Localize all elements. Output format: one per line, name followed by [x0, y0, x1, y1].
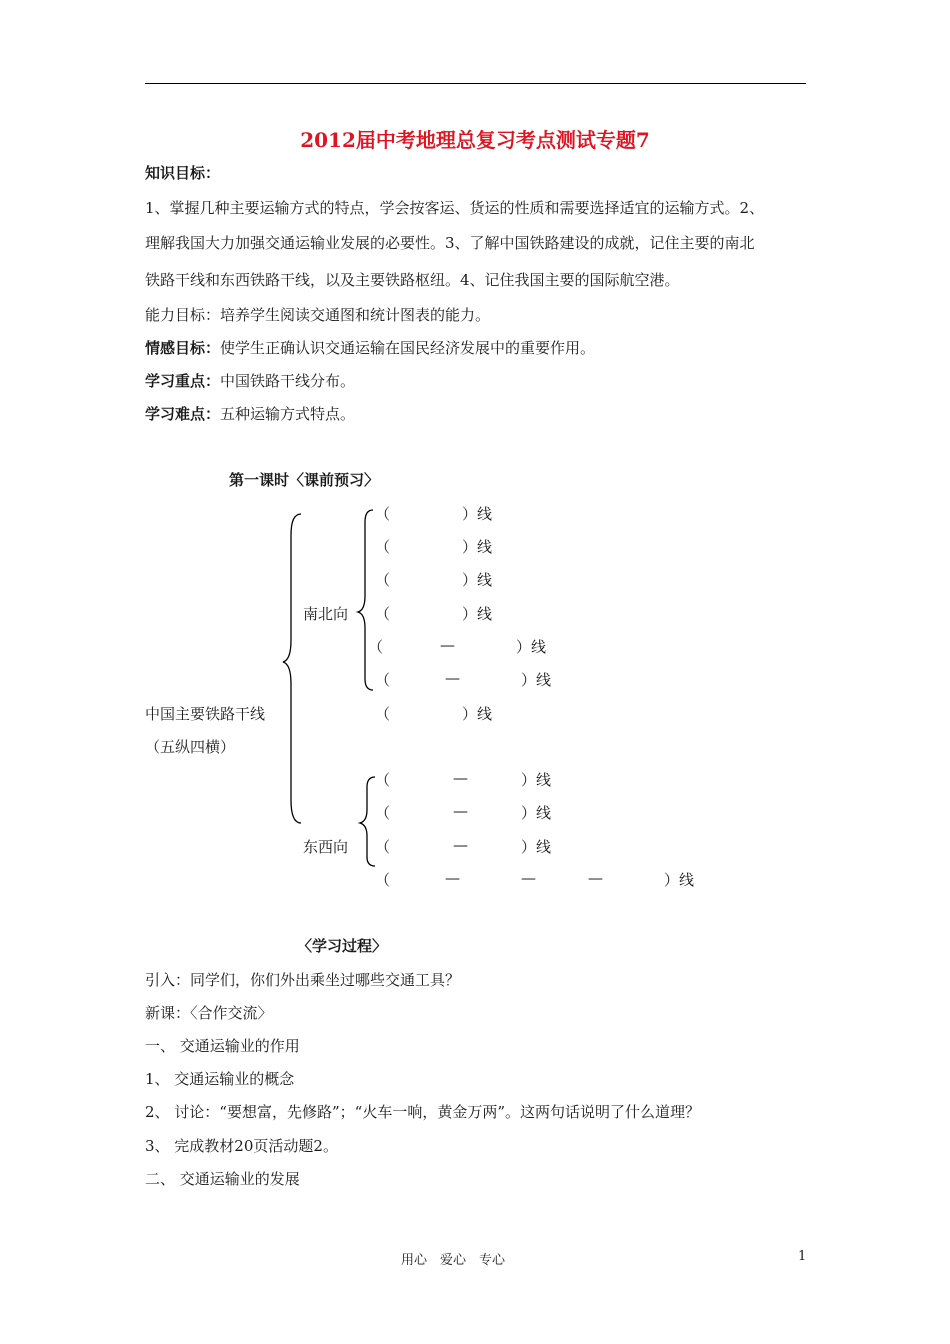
ns-line-7-close: ）线 — [462, 705, 493, 723]
key-point-text: 中国铁路干线分布。 — [220, 372, 356, 390]
knowledge-goal-line-3: 铁路干线和东西铁路干线，以及主要铁路枢纽。4、记住我国主要的国际航空港。 — [145, 271, 680, 289]
ew-line-4-dash-2: — — [521, 869, 536, 887]
ns-line-2-close: ）线 — [462, 538, 493, 556]
root-label-line-1: 中国主要铁路干线 — [145, 705, 266, 723]
section-2-title: 〈学习过程〉 — [297, 937, 388, 955]
ew-line-3-open: （ — [375, 838, 391, 856]
process-line-2: 新课：〈合作交流〉 — [145, 1004, 273, 1022]
ew-label: 东西向 — [303, 838, 349, 856]
root-label-line-2: （五纵四横） — [145, 738, 236, 756]
ns-line-3-open: （ — [375, 571, 391, 589]
ew-line-1-close: ）线 — [521, 771, 552, 789]
ns-line-2-open: （ — [375, 538, 391, 556]
ew-line-1-dash: — — [453, 769, 468, 787]
ew-line-3-dash: — — [453, 836, 468, 854]
ns-label: 南北向 — [303, 605, 349, 623]
document-title: 2012届中考地理总复习考点测试专题7 — [300, 128, 650, 152]
ns-line-6-open: （ — [375, 671, 391, 689]
ew-line-4-open: （ — [375, 871, 391, 889]
ew-brace — [360, 777, 375, 866]
ns-brace — [358, 510, 373, 690]
ew-line-4-close: ）线 — [664, 871, 695, 889]
process-line-7: 二、 交通运输业的发展 — [145, 1170, 300, 1188]
footer-motto: 用心 爱心 专心 — [401, 1253, 506, 1268]
process-line-3: 一、 交通运输业的作用 — [145, 1037, 300, 1055]
ns-line-5-close: ）线 — [516, 638, 547, 656]
difficulty-text: 五种运输方式特点。 — [220, 405, 356, 423]
ns-line-4-open: （ — [375, 605, 391, 623]
emotion-goal-label: 情感目标： — [145, 339, 221, 357]
difficulty-label: 学习难点： — [145, 405, 221, 423]
ability-goal: 能力目标：培养学生阅读交通图和统计图表的能力。 — [145, 306, 491, 324]
ns-line-6-close: ）线 — [521, 671, 552, 689]
ns-line-5-dash: — — [440, 636, 455, 654]
ew-line-2-open: （ — [375, 804, 391, 822]
ew-line-4-dash-3: — — [588, 869, 603, 887]
ew-line-1-open: （ — [375, 771, 391, 789]
emotion-goal-text: 使学生正确认识交通运输在国民经济发展中的重要作用。 — [220, 339, 596, 357]
process-line-5: 2、 讨论：“要想富，先修路”；“火车一响，黄金万两”。这两句话说明了什么道理？ — [145, 1103, 700, 1121]
knowledge-goal-line-1: 1、掌握几种主要运输方式的特点，学会按客运、货运的性质和需要选择适宜的运输方式。2、 — [145, 199, 765, 217]
ew-line-2-dash: — — [453, 802, 468, 820]
section-1-title: 第一课时〈课前预习〉 — [229, 471, 380, 489]
key-point-label: 学习重点： — [145, 372, 221, 390]
knowledge-goal-line-2: 理解我国大力加强交通运输业发展的必要性。3、了解中国铁路建设的成就，记住主要的南北 — [145, 234, 755, 252]
process-line-4: 1、 交通运输业的概念 — [145, 1070, 295, 1088]
ns-line-1-close: ）线 — [462, 505, 493, 523]
process-line-1: 引入：同学们，你们外出乘坐过哪些交通工具？ — [145, 971, 461, 989]
ew-line-4-dash-1: — — [445, 869, 460, 887]
ew-line-2-close: ）线 — [521, 804, 552, 822]
ew-line-3-close: ）线 — [521, 838, 552, 856]
ns-line-5-open: （ — [368, 638, 384, 656]
knowledge-goal-label: 知识目标： — [145, 164, 221, 182]
ns-line-4-close: ）线 — [462, 605, 493, 623]
process-line-6: 3、 完成教材20页活动题2。 — [145, 1137, 338, 1155]
main-brace — [283, 514, 301, 823]
page-number: 1 — [798, 1249, 807, 1264]
ns-line-3-close: ）线 — [462, 571, 493, 589]
ns-line-1-open: （ — [375, 505, 391, 523]
ns-line-6-dash: — — [445, 669, 460, 687]
ns-line-7-open: （ — [375, 705, 391, 723]
